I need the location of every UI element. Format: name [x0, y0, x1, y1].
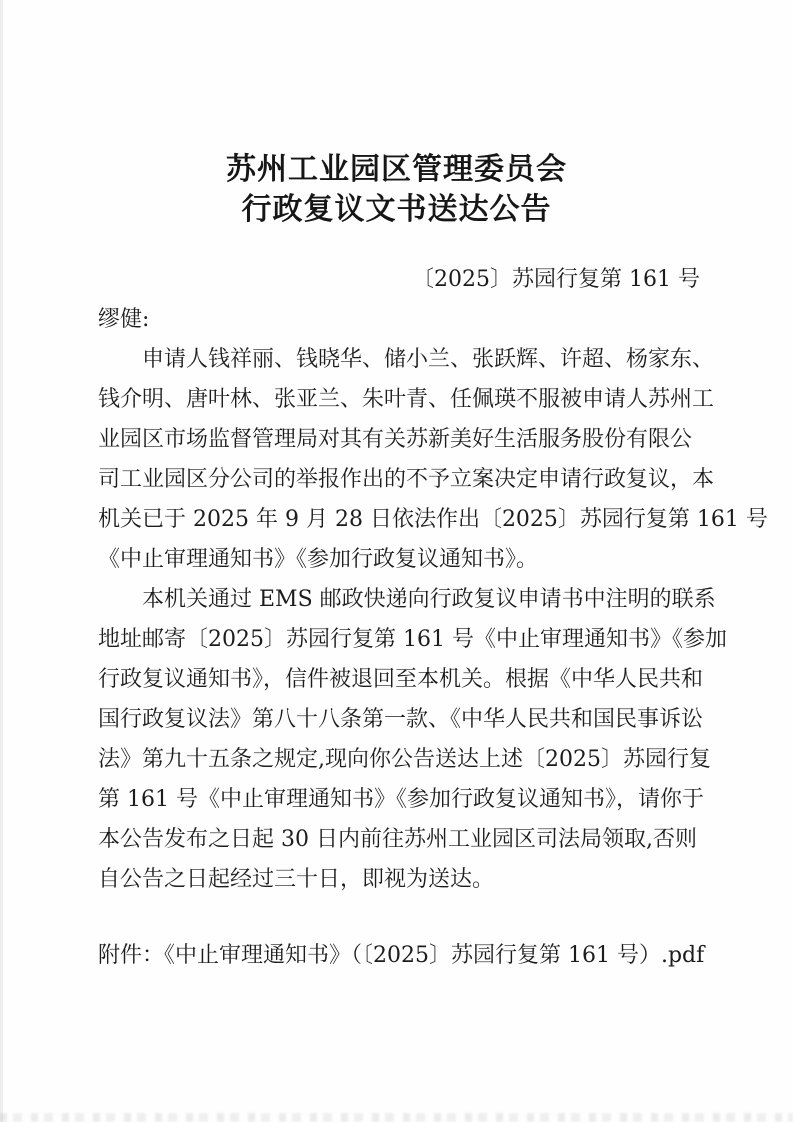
notice-title-line2: 行政复议文书送达公告 [241, 192, 552, 227]
body-line: 地址邮寄〔2025〕苏园行复第 161 号《中止审理通知书》《参加 [98, 627, 727, 652]
scan-artifact [0, 1113, 793, 1122]
notice-title-line1: 苏州工业园区管理委员会 [226, 152, 567, 187]
body-line: 自公告之日起经过三十日，即视为送达。 [98, 867, 495, 892]
doc-number: 〔2025〕苏园行复第 161 号 [412, 267, 700, 292]
body-line: 业园区市场监督管理局对其有关苏新美好生活服务股份有限公 [98, 427, 693, 452]
notice-title [0, 0, 793, 230]
body-line: 《中止审理通知书》《参加行政复议通知书》。 [98, 547, 539, 572]
body-line: 钱介明、唐叶林、张亚兰、朱叶青、任佩瑛不服被申请人苏州工 [98, 387, 715, 412]
body-paragraph-2 [98, 580, 727, 900]
body-line: 本公告发布之日起 30 日内前往苏州工业园区司法局领取,否则 [98, 827, 697, 852]
body-line: 本机关通过 EMS 邮政快递向行政复议申请书中注明的联系 [142, 587, 716, 612]
body-line: 法》第九十五条之规定,现向你公告送达上述〔2025〕苏园行复 [98, 747, 711, 772]
body-paragraph-1 [98, 340, 768, 580]
body-line: 行政复议通知书》，信件被退回至本机关。根据《中华人民共和 [98, 667, 704, 692]
body-line: 第 161 号《中止审理通知书》《参加行政复议通知书》，请你于 [98, 787, 704, 812]
body-line: 司工业园区分公司的举报作出的不予立案决定申请行政复议，本 [98, 467, 715, 492]
body-line: 申请人钱祥丽、钱晓华、储小兰、张跃辉、许超、杨家东、 [142, 347, 715, 372]
body-line: 机关已于 2025 年 9 月 28 日依法作出〔2025〕苏园行复第 161 号 [98, 507, 768, 532]
attachment-line: 附件：《中止审理通知书》（〔2025〕苏园行复第 161 号）.pdf [98, 943, 705, 968]
body-line: 国行政复议法》第八十八条第一款、《中华人民共和国民事诉讼 [98, 707, 704, 732]
addressee: 缪健: [98, 307, 150, 332]
